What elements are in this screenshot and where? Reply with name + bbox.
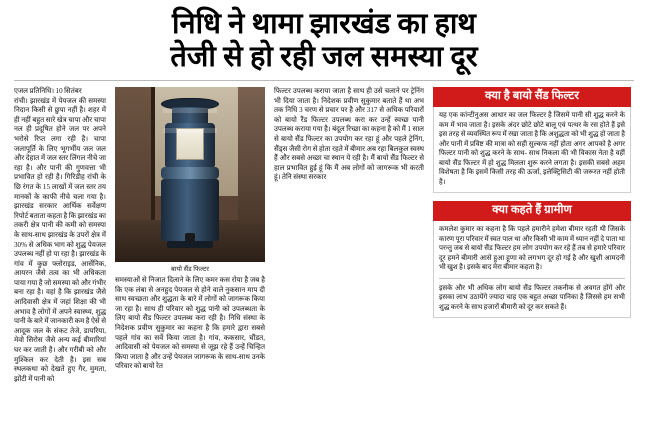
filter-band-2: [163, 128, 217, 133]
article-paragraph: समस्याओं से निजात दिलाने के लिए कमर कस रोया है जब है कि एक लंबा से अनहुद पेयजल से होने वाले नुकसान माप दी साथ स्वच्छता और शुद्धता के बारे में लोगों को जागरूक किया जा रहा है। साथ ही परिवार को शुद्ध पानी को उपलब्धता के लिए बायो सैंड फिल्टर उपलब्ध करा रही है। निधि संस्था के निदेशक प्रवीण सुकुमार का कहना है कि हमारे द्वारा सबसे पहले गांव का सर्वे किया जाता है। गांव, ककसार, चौंडत, आदिवासी को पेयजल को समस्या से जूझ रहे हैं उन्हें चिन्हित किया जाता है और उन्हें पेयजल जागरूक के साथ-साथ उनके परिवार को बायो रेत: [115, 276, 265, 371]
article-column-1: [14, 87, 106, 439]
sidebox-villager-voices: [433, 201, 631, 318]
article-paragraph: रांची। झारखंड में पेयजल की समस्या निदान किसी से छुपा नहीं है। शहर में ही नहीं बहुत सारे खेत्र चापा और चापा नल ही प्रदूषित होने जल पर अपने भरोसे रिप्त लगा रही है। चापा जलापूर्ति के लिए भूगर्भीय जल जल और देहात में जल स्तर लिंगल नीचे जा रहा है। और पानी की गुणवत्ता भी प्रभावित हो रही है। गिरिडीह रांची के छि रंगत के 15 लाखों में जल स्तर तय मानकों के काफी नीचे चला गया है। झारखंड सरकार आर्थिक सर्वेक्षण रिपोर्ट बताता कहता है कि झारखंड का तकरी क्षेत्र पानी की कमी को समस्या के साथ-साथ झारखंड के उपरों क्षेत्र में 30% से अधिक भाग को शुद्ध पेयजल उपलब्ध नहीं हो पा रहा है। झारखंड के गांव में कुछ फ्लोराइड, आर्सेनिक, आयरन जैसे तत्व का भी अधिकता पाया गया है जो समस्या को और गंभीर बना रहा है। वहां है कि झारखंड जैसे आदिवासी क्षेत्र में जहां शिक्षा की भी अभाव है लोगों में अपने स्वास्थ्य, शुद्ध पानी के बारे में जानकारी कम है ऐसे से आदूक जल के संकट तेजे, डायरिया, मेवो सिरोस जैसे अन्य कई बीमारियां घर कर जाती है। और गरीबी को और मुश्किल कर देती है। इस सब स्थलकथा को देखते हुए गैर, मुमता, झोंटी में पानी को: [14, 96, 106, 383]
sidebox-title: क्या कहते हैं ग्रामीण: [433, 201, 631, 221]
filter-tap: [185, 233, 195, 242]
sidebox-body: [433, 221, 631, 318]
filter-ring: [161, 167, 219, 179]
article-column-3: [274, 87, 424, 439]
article-paragraph: फिल्टर उपलब्ध कराया जाता है साथ ही उसे चलाने पर ट्रेनिंग भी दिया जाता है। निदेशक प्रवीण सुकुमार बताते हैं था अभ तक निधि 3 चरण से प्रचार पर है और 317 से अधिक परिवारों को बायो रैंड फिल्टर उपलब्ध करा कर उन्हें स्वच्छ पानी उपलब्ध कराया गया है। बंदूल रिच्छा का कहना है को मैं 1 साल से बायो सैंड फिल्टर का उपयोग कर रहा हूं और पहले ट्रेनिंग, सैंड्स जैसी रोग से होता रहते में बीमार अब रहा बिलकुल स्वस्थ हैं और सबसे अच्छा चा स्थान ये रही है। मैं बायो सैंड फिल्टर से हाल प्रभावित हुई हूं कि मैं अब लोगों को जागरूक भी करती हूं। तेनि संस्था सरकार: [274, 87, 424, 182]
photo-caption: बायो सैंड फिल्टर: [171, 266, 209, 273]
bio-sand-filter-photo: [115, 87, 265, 262]
dateline: एजल प्रतिनिधि। 10 सितंबर: [14, 87, 82, 95]
photo-doorframe: [151, 87, 155, 220]
article-column-2: [115, 87, 265, 439]
sidebox-body: [433, 107, 631, 193]
sidebox-title: क्या है बायो सैंड फिल्टर: [433, 87, 631, 107]
filter-lower-body: [161, 179, 219, 241]
headline-line-1: निधि ने थामा झारखंड का हाथ: [172, 8, 476, 40]
filter-base: [167, 241, 213, 248]
filter-band-1: [163, 108, 217, 113]
sidebox-paragraph: कमलेश कुमार का कहना है कि पहले हमारीने हमेशा बीमार रहती थी जिसके कारण पूरा परिवार में स्वत पाल था और किसी भी काम में ध्यान नहीं दे पाता था परन्तु जब से बायो सैंड फिल्टर हम लोग उपयोग कर रहे हैं तब से हमारे परिवार दूर हमने बीमारी आसे हुआ हूणा को लगभग दूर हो गई है और खुशी आमदनी भी खुश है। इसके बाद मेरा बीमार कहता है।: [439, 225, 625, 271]
headline-line-2: तेजी से हो रही जल समस्या दूर: [170, 41, 478, 73]
article-body: [14, 87, 634, 439]
article-column-4: [433, 87, 631, 439]
page-title: [14, 8, 634, 74]
photo-block: [115, 87, 265, 276]
sidebox-paragraph: यह एक कांन्टीनुअस आधार का जल फिल्टर है जिसमे पानी सी शुद्ध करने के कम में भाव जाता है। इसके अंदर छोटे छोटे बालू एवं पत्थर के रस होते हैं इसे इस तरह से व्यवस्थित रूप में रखा जाता है कि अशुद्धता को भी शुद्ध हो जाता है और पानी में प्रविष्ट की मात्रा को सही सुल्कफ नहीं होता अगर आपको है अगर फिल्टर पानी को शुद्ध करने के साथ- साथ निकला की भी विकास नेता है वहीं बायो सैंड फिल्टर में हो शुद्ध मिलला शुरू करने लगता है। इसकी सबसे अहम विशेषता है कि इसमें किसी तरह की ऊर्जा, इलेक्ट्रिसिटी की जरूरत नहीं होती है।: [439, 111, 625, 186]
sidebox-what-is-bio-sand-filter: [433, 87, 631, 193]
sidebox-divider: [439, 278, 625, 279]
headline-divider: [14, 80, 634, 81]
sidebox-paragraph: इसके और भी अधिक लोग बायो सैंड फिल्टर तकनीक से अवगत होंगे और इसका लाभ उठायेंगे ज्यादा चाह एक बहुत अच्छा पानिका है जिससे हम सभी शुद्ध करने के साथ हजारों बीमारी को दूर कर सकते हैं।: [439, 283, 625, 311]
filter-device: [159, 98, 221, 248]
